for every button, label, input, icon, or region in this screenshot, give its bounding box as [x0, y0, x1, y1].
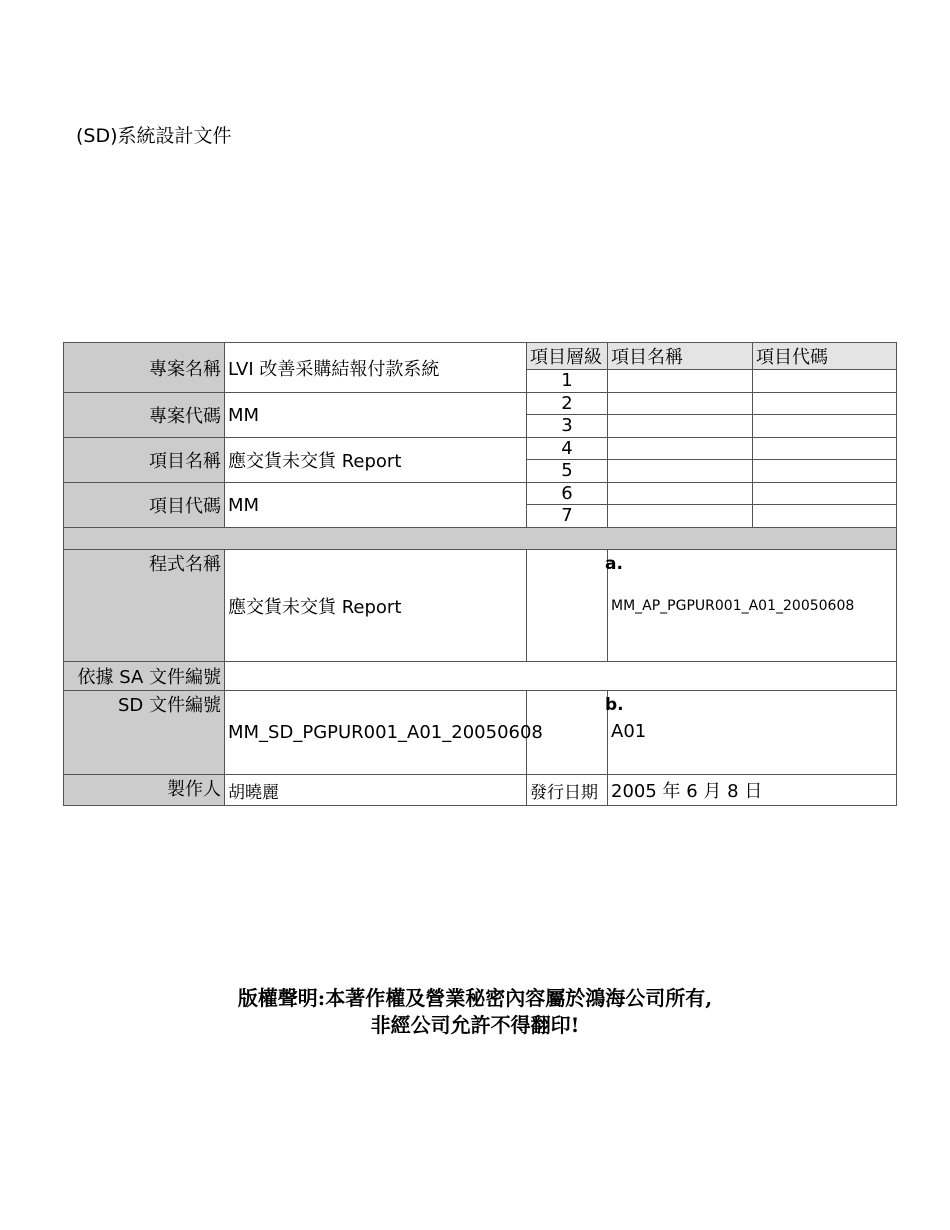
level-name-cell	[608, 370, 753, 393]
program-code-value: MM_AP_PGPUR001_A01_20050608	[611, 598, 855, 614]
level-name-cell	[608, 460, 753, 483]
level-code-cell	[753, 483, 897, 505]
project-name-label: 專案名稱	[64, 343, 225, 393]
sa-doc-no-value	[225, 662, 897, 691]
level-cell: 2	[527, 393, 608, 415]
version-cell	[605, 691, 897, 775]
issue-date-value: 2005 年 6 月 8 日	[608, 775, 897, 806]
level-code-cell	[753, 415, 897, 438]
author-label: 製作人	[64, 775, 225, 806]
level-name-cell	[608, 415, 753, 438]
item-code-label: 項目代碼	[64, 483, 225, 528]
level-code-cell	[753, 438, 897, 460]
project-code-label: 專案代碼	[64, 393, 225, 438]
copyright-line-2: 非經公司允許不得翻印!	[370, 1013, 580, 1037]
sa-doc-no-label: 依據 SA 文件編號	[64, 662, 225, 691]
level-name-cell	[608, 438, 753, 460]
issue-date-label: 發行日期	[527, 775, 608, 806]
level-cell: 7	[527, 505, 608, 528]
level-cell: 5	[527, 460, 608, 483]
item-name-value: 應交貨未交貨 Report	[225, 438, 527, 483]
sd-doc-no-value: MM_SD_PGPUR001_A01_20050608	[225, 691, 527, 775]
level-code-cell	[753, 370, 897, 393]
item-name-label: 項目名稱	[64, 438, 225, 483]
level-cell: 6	[527, 483, 608, 505]
copyright-line-1: 版權聲明:本著作權及營業秘密內容屬於鴻海公司所有,	[237, 986, 713, 1010]
level-code-cell	[753, 505, 897, 528]
copyright-notice	[0, 985, 950, 1039]
marker-a: a.	[605, 554, 623, 574]
blank-cell	[527, 550, 608, 662]
item-code-value: MM	[225, 483, 527, 528]
level-cell: 4	[527, 438, 608, 460]
item-code-header: 項目代碼	[753, 343, 897, 370]
level-name-cell	[608, 483, 753, 505]
program-name-label: 程式名稱	[64, 550, 225, 662]
level-cell: 1	[527, 370, 608, 393]
level-code-cell	[753, 460, 897, 483]
version-value: A01	[611, 721, 647, 742]
program-code-cell	[605, 550, 897, 662]
project-info-table	[63, 342, 897, 806]
level-code-cell	[753, 393, 897, 415]
level-name-cell	[608, 393, 753, 415]
author-value: 胡曉麗	[225, 775, 527, 806]
level-name-cell	[608, 505, 753, 528]
level-header: 項目層級	[527, 343, 608, 370]
project-code-value: MM	[225, 393, 527, 438]
project-name-value: LVI 改善采購結報付款系統	[225, 343, 527, 393]
document-title: (SD)系統設計文件	[76, 125, 232, 147]
program-name-value: 應交貨未交貨 Report	[225, 550, 527, 662]
level-cell: 3	[527, 415, 608, 438]
item-name-header: 項目名稱	[608, 343, 753, 370]
sd-doc-no-label: SD 文件編號	[64, 691, 225, 775]
marker-b: b.	[605, 695, 624, 715]
section-separator	[64, 528, 897, 550]
